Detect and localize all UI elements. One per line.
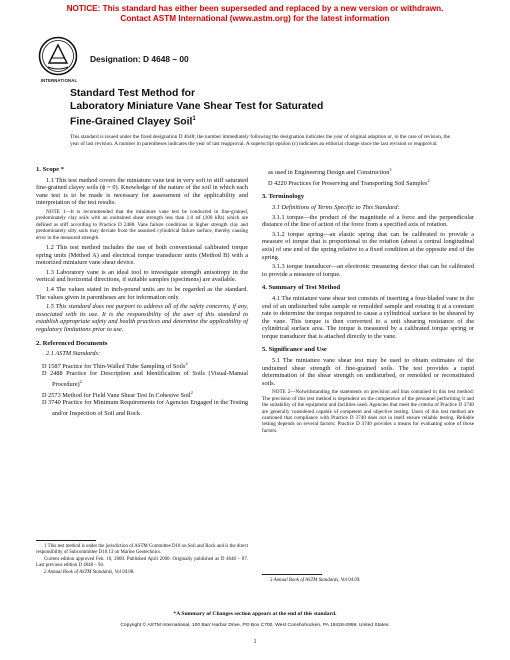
reference-item xyxy=(262,177,474,188)
reference-continuation-footnote-ref: 3 xyxy=(389,167,392,172)
title-line-1: Standard Test Method for xyxy=(70,88,196,99)
page-number: 1 xyxy=(253,639,257,645)
copyright-line: Copyright © ASTM International, 100 Barr Harbor Drive, PO Box C700, West Conshohocken, PA 19428-2959, United States. xyxy=(120,623,390,628)
reference-footnote-ref: 2 xyxy=(185,360,188,366)
paragraph-5-1: 5.1 The miniature vane shear test may be used to obtain estimates of the undrained shear strength of fine-grained soils. The test provides a rapid determination of the shear strength on undisturbed, or remolded or reconstituted soils. xyxy=(262,357,474,387)
right-column xyxy=(262,166,474,437)
paragraph-2-1: 2.1 ASTM Standards: xyxy=(46,350,101,358)
reference-continuation xyxy=(262,166,474,177)
reference-footnote-ref: 2 xyxy=(190,389,193,395)
reference-text: D 1587 Practice for Thin-Walled Tube Sampling of Soils xyxy=(42,362,186,370)
astm-logo-icon xyxy=(38,36,78,76)
title-line-2: Laboratory Miniature Vane Shear Test for Saturated xyxy=(70,100,324,112)
reference-text: D 2488 Practice for Description and Identification of Soils (Visual-Manual Procedure) xyxy=(42,370,248,389)
reference-item xyxy=(36,360,248,371)
reference-footnote-ref: 2 xyxy=(79,379,82,384)
notice-line-1: NOTICE: This standard has either been superseded and replaced by a new version or withdrawn. xyxy=(66,4,444,13)
paragraph-1-3: 1.3 Laboratory vane is an ideal tool to investigate strength anisotropy in the vertical and horizontal directions, if suitable samples (specimens) are available. xyxy=(36,268,248,284)
reference-text: D 3740 Practice for Minimum Requirements for Agencies Engaged in the Testing and/or Inspection of Soil and Rock xyxy=(42,399,248,418)
section-heading-referenced-documents: 2. Referenced Documents xyxy=(36,339,108,347)
reference-item xyxy=(36,389,248,400)
paragraph-1-4: 1.4 The values stated in inch-pound units are to be regarded as the standard. The values given in parentheses are for information only. xyxy=(36,285,248,301)
section-heading-terminology: 3. Terminology xyxy=(262,193,305,201)
footnote-divider-right xyxy=(262,574,322,575)
reference-continuation-text: as used in Engineering Design and Construction xyxy=(268,169,390,177)
reference-item xyxy=(36,399,248,417)
title-line-3-text: Fine-Grained Clayey Soil xyxy=(70,116,193,128)
reference-footnote-ref: 2 xyxy=(427,177,430,183)
paragraph-3-1-3: 3.1.3 torque transducer—an electronic measuring device that can be calibrated to provide a measure of torque. xyxy=(262,263,474,278)
footnote-3: 3 Annual Book of ASTM Standards, Vol 04.09. xyxy=(270,578,361,583)
footnote-1-history: Current edition approved Feb. 10, 2000. Published April 2000. Originally published as D 4648 – 87. Last previous edition D 4648 – 94. xyxy=(36,557,248,568)
footnotes-right xyxy=(262,578,474,585)
paragraph-3-1: 3.1 Definitions of Terms Specific to This Standard: xyxy=(272,203,400,211)
left-column xyxy=(36,166,248,418)
footnote-2: 2 Annual Book of ASTM Standards, Vol 04.08. xyxy=(44,570,135,575)
section-heading-significance: 5. Significance and Use xyxy=(262,346,327,354)
note-2: NOTE 2—Notwithstanding the statements on precision and bias contained in this test method: The precision of this test method is dependent on the competence of the personnel performing it and the suitability of the equipment and facilities used. Agencies that meet the criteria of Practice D 3740 are generally considered capable of competent and objective testing. Users of this test method are cautioned that compliance with Practice D 3740 does not in itself ensure reliable testing. Reliable testing depends on several factors; Practice D 3740 provides a means for evaluating some of those factors. xyxy=(262,389,474,434)
summary-of-changes-note: *A Summary of Changes section appears at the end of this standard. xyxy=(173,611,337,617)
paragraph-1-5: 1.5 This standard does not purport to address all of the safety concerns, if any, associated with its use. It is the responsibility of the user of this standard to establish appropriate safety and health practices and determine the applicability of regulatory limitations prior to use. xyxy=(36,303,248,333)
reference-text: D 2573 Method for Field Vane Shear Test In Cohesive Soil xyxy=(42,391,191,399)
paragraph-1-2: 1.2 This test method includes the use of both conventional calibrated torque spring units (Method A) and electrical torque transducer units (Method B) with a motorized miniature vane shear device. xyxy=(36,244,248,267)
footnotes-left xyxy=(36,544,248,577)
title-line-3 xyxy=(70,113,450,129)
designation: Designation: D 4648 – 00 xyxy=(90,54,189,64)
paragraph-3-1-1: 3.1.1 torque—the product of the magnitude of a force and the perpendicular distance of the line of action of the force from a specified axis of rotation. xyxy=(262,213,474,229)
section-heading-scope: 1. Scope * xyxy=(36,166,65,173)
reference-item xyxy=(36,370,248,388)
section-heading-summary: 4. Summary of Test Method xyxy=(262,284,341,292)
footnote-divider-left xyxy=(36,540,96,541)
paragraph-4-1: 4.1 The miniature vane shear test consists of inserting a four-bladed vane in the end of an undisturbed tube sample or remolded sample and rotating it at a constant rate to determine the torque required to cause a cylindrical surface to be sheared by the vane. This torque is then converted to a unit shearing resistance of the cylindrical surface area. The torque is measured by a calibrated torque spring or torque transducer that is attached directly to the vane. xyxy=(262,294,474,340)
notice-line-2: Contact ASTM International (www.astm.org) for the latest information xyxy=(120,14,390,23)
logo-caption: INTERNATIONAL xyxy=(40,78,78,83)
footnote-1: 1 This test method is under the jurisdiction of ASTM Committee D18 on Soil and Rock and is the direct responsibility of Subcommittee D18.13 on Marine Geotechnics. xyxy=(36,544,248,555)
supersede-notice xyxy=(0,4,510,24)
reference-text: D 4220 Practices for Preserving and Transporting Soil Samples xyxy=(268,179,428,187)
note-1: NOTE 1—It is recommended that the miniature vane test be conducted in fine-grained, predominately clay soils with an undrained shear strength less than 1.0 tsf (100 kPa) which are defined as stiff according to Practice D 2488. Vane failure conditions in higher strength clay and predominately silty soils may deviate from the assumed cylindrical failure surface, thereby causing error in the measured strength. xyxy=(36,208,248,241)
title-footnote-ref: 1 xyxy=(192,116,196,122)
paragraph-1-1: 1.1 This test method covers the miniature vane test in very soft to stiff saturated fine-grained clayey soils (ϕ = 0). Knowledge of the nature of the soil in which each vane test is to be made is necessary for assessment of the applicability and interpretation of the test results. xyxy=(36,176,248,207)
issuance-statement: This standard is issued under the fixed designation D 4648; the number immediately following the designation indicates the year of original adoption or, in the case of revision, the year of last revision. A number in parentheses indicates the year of last reapproval. A superscript epsilon (ε) indicates an editorial change since the last revision or reapproval. xyxy=(70,134,450,147)
paragraph-3-1-2: 3.1.2 torque spring—an elastic spring that can be calibrated to provide a measure of torque that is proportional to the rotation (about a central longitudinal axis) of one end of the spring relative to a fixed condition at the opposite end of the spring. xyxy=(262,230,474,261)
document-title xyxy=(70,88,450,129)
